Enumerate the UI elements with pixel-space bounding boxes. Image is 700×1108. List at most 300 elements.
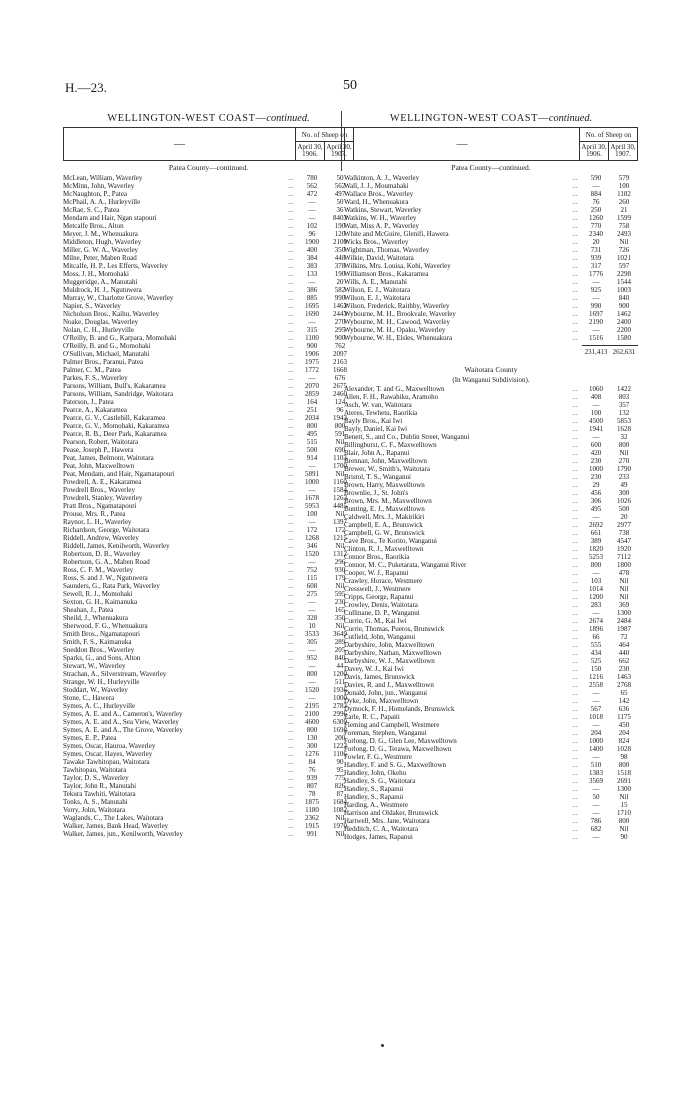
sheep-1907: 233 [618,473,630,481]
sheep-1907: 1987 [617,625,631,633]
sheep-1906: — [592,721,600,729]
sheep-1906: 150 [590,665,602,673]
leader-dots: ... [572,449,578,457]
sheep-1907: 3649 [333,630,347,638]
owner-name: Cresswell, J., Westmere [344,585,411,593]
sheep-1906: 3569 [589,777,603,785]
owner-name: Taylor, John R., Manutahi [63,782,137,790]
sheep-1907: 1021 [617,254,631,262]
table-row [344,417,638,425]
sheep-1907: 49 [620,481,628,489]
sheep-1907: 1106 [333,750,347,758]
owner-name: Mitcalfe, H. P., Les Efferts, Waverley [63,262,168,270]
leader-dots: ... [288,606,294,614]
sheep-1907: 4547 [617,537,631,545]
sheep-1907: 1584 [333,486,347,494]
sheep-1906: 2034 [305,414,319,422]
owner-name: Harrison and Oldaker, Brunswick [344,809,439,817]
table-row [63,542,354,550]
leader-dots: ... [288,598,294,606]
owner-name: Handley, F. and S. G., Maxwelltown [344,761,447,769]
leader-dots: ... [572,174,578,182]
leader-dots: ... [572,393,578,401]
owner-name: McLean, William, Waverley [63,174,143,182]
table-row [344,641,638,649]
sheep-1906: — [592,697,600,705]
table-row [344,425,638,433]
sheep-1906: — [592,801,600,809]
owner-name: Alexander, T. and G., Maxwelltown [344,385,445,393]
sheep-1906: 500 [306,446,318,454]
county-total [344,345,638,357]
leader-dots: ... [288,574,294,582]
leader-dots: ... [572,657,578,665]
sheep-1906: 1000 [589,737,603,745]
leader-dots: ... [572,417,578,425]
sheep-1906: 1180 [305,806,319,814]
table-row [63,486,354,494]
sheep-1906: 4500 [589,417,603,425]
owner-name: Wilkins, Mrs. Louisa, Kohi, Waverley [344,262,451,270]
leader-dots: ... [288,614,294,622]
owner-name: Blair, John A., Rapanui [344,449,410,457]
sheep-1907: 87 [336,790,344,798]
table-row [344,609,638,617]
sheep-1907: 350 [334,614,346,622]
sheep-1906: 939 [306,774,318,782]
table-row [344,262,638,270]
sheep-1907: 1698 [333,726,347,734]
table-row [344,633,638,641]
sheep-1906: — [308,606,316,614]
sheep-1906: 2674 [589,617,603,625]
leader-dots: ... [288,198,294,206]
sheep-1906: 408 [590,393,602,401]
table-row [344,665,638,673]
leader-dots: ... [572,254,578,262]
table-row [63,590,354,598]
sheep-1907: Nil [335,542,345,550]
leader-dots: ... [288,806,294,814]
leader-dots: ... [572,513,578,521]
owner-list-waitotara [344,385,638,841]
leader-dots: ... [288,630,294,638]
owner-name: Stewart, W., Waverley [63,662,126,670]
sheep-1906: 1060 [589,385,603,393]
table-row [63,454,354,462]
owner-name: Sexton, G. H., Kaimanuka [63,598,138,606]
leader-dots: ... [572,385,578,393]
owner-name: Moss, J. H., Momohaki [63,270,129,278]
sheep-1907: 72 [620,633,628,641]
leader-dots: ... [288,526,294,534]
owner-name: Bayly Bros., Kai Iwi [344,417,403,425]
sheep-1906: 1100 [305,334,319,342]
table-row [344,737,638,745]
leader-dots: ... [288,710,294,718]
table-row [63,694,354,702]
table-row [344,697,638,705]
table-row [344,569,638,577]
owner-name: Powdrell, Stanley, Waverley [63,494,143,502]
sheep-count-header: No. of Sheep on [580,128,638,142]
owner-list [63,174,354,838]
sheep-1906: 300 [306,742,318,750]
sheep-1906: 305 [306,638,318,646]
sheep-1906: 1772 [305,366,319,374]
sheep-1907: 289 [334,638,346,646]
table-row [344,769,638,777]
table-row [344,294,638,302]
table-row [63,582,354,590]
sheep-1906: 608 [306,582,318,590]
owner-name: Symes, Oscar, Hayes, Waverley [63,750,153,758]
sheep-1906: 1400 [589,745,603,753]
table-row [344,214,638,222]
sheep-1907: 1518 [617,769,631,777]
sheep-1907: 2100 [333,238,347,246]
sheep-1907: 1103 [333,454,347,462]
owner-name: Walkinton, A. J., Waverley [344,174,420,182]
leader-dots: ... [288,502,294,510]
sheep-1907: 1082 [333,806,347,814]
owner-name: Tawhitopau, Waitotara [63,766,127,774]
leader-dots: ... [288,206,294,214]
column-title: WELLINGTON-WEST COAST—continued. [389,113,593,124]
leader-dots: ... [572,593,578,601]
table-row [344,777,638,785]
sheep-1906: 472 [306,190,318,198]
sheep-1907: 32 [620,433,628,441]
table-row [344,721,638,729]
owner-name: Wybourne, M. H., Cawood, Waverley [344,318,451,326]
leader-dots: ... [572,182,578,190]
table-row [63,214,354,222]
table-row [344,433,638,441]
owner-name: Nolan, C. H., Hurleyville [63,326,134,334]
table-row [63,806,354,814]
sheep-1906: 317 [590,262,602,270]
sheep-1906: 752 [306,566,318,574]
leader-dots: ... [572,497,578,505]
sheep-1906: — [592,513,600,521]
owner-name: Darbyshire, Nathan, Maxwelltown [344,649,442,657]
sheep-1907: 803 [618,393,630,401]
table-row [63,262,354,270]
leader-dots: ... [288,542,294,550]
owner-name: Tawake Tawhitopau, Waitotara [63,758,150,766]
table-row [63,238,354,246]
leader-dots: ... [572,777,578,785]
table-row [63,294,354,302]
table-row [344,793,638,801]
sheep-1906: 230 [590,457,602,465]
table-row [344,601,638,609]
sheep-1907: Nil [619,593,629,601]
column-header-table [344,127,638,161]
owner-name: Palmer Bros., Paranui, Patea [63,358,144,366]
owner-name: White and McGuire, Glenifi, Hawera [344,230,449,238]
sheep-1907: Nil [619,577,629,585]
table-row [344,238,638,246]
owner-name: Strachan, A., Silverstream, Waverley [63,670,167,678]
sheep-1906: 133 [306,270,318,278]
sheep-1906: 990 [590,302,602,310]
sheep-1906: 2859 [305,390,319,398]
owner-name: Peat, James, Belmont, Waitotara [63,454,154,462]
sheep-1907: 591 [334,430,346,438]
sheep-1907: 2996 [333,710,347,718]
leader-dots: ... [288,446,294,454]
table-row [344,625,638,633]
sheep-1907: 800 [618,761,630,769]
table-row [63,182,354,190]
leader-dots: ... [288,822,294,830]
sheep-1906: 884 [590,190,602,198]
sheep-1906: — [308,678,316,686]
sheep-1906: 4600 [305,718,319,726]
sheep-1907: 1684 [333,798,347,806]
sheep-1907: 1710 [617,809,631,817]
table-row [344,473,638,481]
table-row [344,182,638,190]
owner-name: Robertson, G. A., Maben Road [63,558,150,566]
table-row [344,561,638,569]
leader-dots: ... [572,633,578,641]
sheep-1906: 939 [590,254,602,262]
table-row [63,550,354,558]
sheep-1907: 2768 [617,681,631,689]
table-row [344,673,638,681]
sheep-1907: 824 [618,737,630,745]
sheep-1906: 1820 [589,545,603,553]
sheep-1906: 250 [590,206,602,214]
owner-name: Saunders, G., Rata Park, Waverley [63,582,160,590]
sheep-1907: 1200 [333,670,347,678]
sheep-1907: 2163 [333,358,347,366]
sheep-1906: 456 [590,489,602,497]
sheep-1907: 562 [334,182,346,190]
sheep-1906: — [308,278,316,286]
sheep-1907: Nil [619,585,629,593]
sheep-1907: 132 [618,409,630,417]
table-row [344,753,638,761]
leader-dots: ... [572,206,578,214]
sheep-1906: 1260 [589,214,603,222]
sheep-1906: 1520 [305,550,319,558]
table-row [344,457,638,465]
sheep-1906: — [592,294,600,302]
leader-dots: ... [288,350,294,358]
leader-dots: ... [572,441,578,449]
sheep-1906: 510 [590,761,602,769]
sheep-1906: 420 [590,449,602,457]
leader-dots: ... [288,246,294,254]
leader-dots: ... [572,238,578,246]
sheep-1907: 1463 [617,673,631,681]
leader-dots: ... [572,425,578,433]
owner-name: Symes, A. C., Hurleyville [63,702,136,710]
leader-dots: ... [288,262,294,270]
sheep-1907: 190 [334,270,346,278]
sheep-1906: 100 [306,510,318,518]
sheep-1906: 1516 [589,334,603,342]
table-row [63,374,354,382]
table-row [63,766,354,774]
sheep-1907: 1028 [617,745,631,753]
leader-dots: ... [572,529,578,537]
table-row [344,657,638,665]
leader-dots: ... [572,697,578,705]
leader-dots: ... [572,609,578,617]
table-row [63,350,354,358]
sheep-1907: 378 [334,262,346,270]
leader-dots: ... [572,553,578,561]
leader-dots: ... [288,662,294,670]
leader-dots: ... [572,537,578,545]
leader-dots: ... [288,326,294,334]
sheep-1907: 44 [336,662,344,670]
page-header [40,80,660,98]
sheep-1907: 2484 [617,617,631,625]
sheep-1906: 1000 [589,465,603,473]
table-row [63,758,354,766]
sheep-1907: Nil [619,238,629,246]
sheep-1907: 597 [618,262,630,270]
sheep-1907: 1790 [617,465,631,473]
table-row [63,510,354,518]
year-1906-header: April 30, 1906. [296,142,325,161]
owner-name: Cave Bros., Te Korito, Wanganui [344,537,437,545]
owner-name: Pearce, G. V., Castlehill, Kakaramea [63,414,166,422]
table-row [63,606,354,614]
table-row [344,713,638,721]
table-row [63,222,354,230]
owner-name: Taylor, D. S., Waverley [63,774,129,782]
sheep-1906: 3533 [305,630,319,638]
leader-dots: ... [288,494,294,502]
sheep-1906: 328 [306,614,318,622]
sheep-1907: 270 [334,318,346,326]
sheep-1907: 2298 [617,270,631,278]
sheep-1906: 400 [306,246,318,254]
table-row [344,809,638,817]
table-row [344,310,638,318]
table-row [344,729,638,737]
table-row [344,481,638,489]
owner-name: Powdrell Bros., Waverley [63,486,136,494]
sheep-1907: 2200 [617,326,631,334]
sheep-1907: 230 [334,598,346,606]
leader-dots: ... [288,718,294,726]
sheep-1907: 2493 [617,230,631,238]
owner-name: Muggeridge, A., Manutahi [63,278,138,286]
sheep-1906: — [592,401,600,409]
owner-name: Darbyshire, John, Maxwelltown [344,641,435,649]
sheep-1907: 142 [618,697,630,705]
leader-dots: ... [572,617,578,625]
sheep-1906: 590 [590,174,602,182]
table-row [344,230,638,238]
leader-dots: ... [288,278,294,286]
leader-dots: ... [572,689,578,697]
owner-name: Parsons, William, Bull's, Kakaramea [63,382,166,390]
leader-dots: ... [288,534,294,542]
owner-name: Harding, A., Westmere [344,801,409,809]
table-row [344,497,638,505]
sheep-1906: 100 [590,409,602,417]
table-row [344,545,638,553]
leader-dots: ... [288,694,294,702]
sheep-1907: 840 [618,294,630,302]
leader-dots: ... [288,318,294,326]
table-row [63,470,354,478]
sheep-1907: 205 [334,646,346,654]
sheep-1906: 495 [590,505,602,513]
owner-name: Brewer, W., Smith's, Waitotara [344,465,431,473]
sheep-1906: 682 [590,825,602,833]
sheep-1907: 758 [618,222,630,230]
leader-dots: ... [288,414,294,422]
leader-dots: ... [288,654,294,662]
sheep-1906: 115 [306,574,318,582]
owner-name: Foreman, Stephen, Wanganui [344,729,427,737]
leader-dots: ... [288,270,294,278]
table-row [63,366,354,374]
sheep-1906: 103 [590,577,602,585]
sheep-1907: 1000 [333,694,347,702]
table-row [63,206,354,214]
sheep-1906: 76 [308,766,316,774]
leader-dots: ... [572,793,578,801]
table-row [63,246,354,254]
section-heading: Patea County—continued. [168,163,249,172]
owner-name: O'Reilly, B. and G., Karpara, Momohaki [63,334,177,342]
leader-dots: ... [572,729,578,737]
table-row [344,705,638,713]
name-column-header: — [345,128,580,161]
leader-dots: ... [288,286,294,294]
sheep-1907: 1026 [617,497,631,505]
table-row [344,393,638,401]
owner-name: McRae, S. C., Patea [63,206,120,214]
table-row [63,718,354,726]
sheep-1907: 2443 [333,310,347,318]
sheep-1907: 179 [334,574,346,582]
leader-dots: ... [288,830,294,838]
sheep-1907: 582 [334,286,346,294]
leader-dots: ... [288,438,294,446]
table-row [344,505,638,513]
sheep-1907: 1397 [333,518,347,526]
sheep-1907: 497 [334,190,346,198]
sheep-1906: 925 [590,286,602,294]
table-row [63,598,354,606]
table-row [344,785,638,793]
sheep-1906: — [308,206,316,214]
leader-dots: ... [288,382,294,390]
owner-name: Crowley, Denis, Waitotara [344,601,418,609]
leader-dots: ... [288,566,294,574]
owner-name: Riddell, James, Kenilworth, Waverley [63,542,170,550]
owner-name: Wills, A. E., Manutahi [344,278,407,286]
table-row [344,593,638,601]
sheep-1907: Nil [335,582,345,590]
sheep-1907: 369 [618,601,630,609]
leader-dots: ... [288,230,294,238]
leader-dots: ... [288,366,294,374]
sheep-1907: 15 [620,801,628,809]
